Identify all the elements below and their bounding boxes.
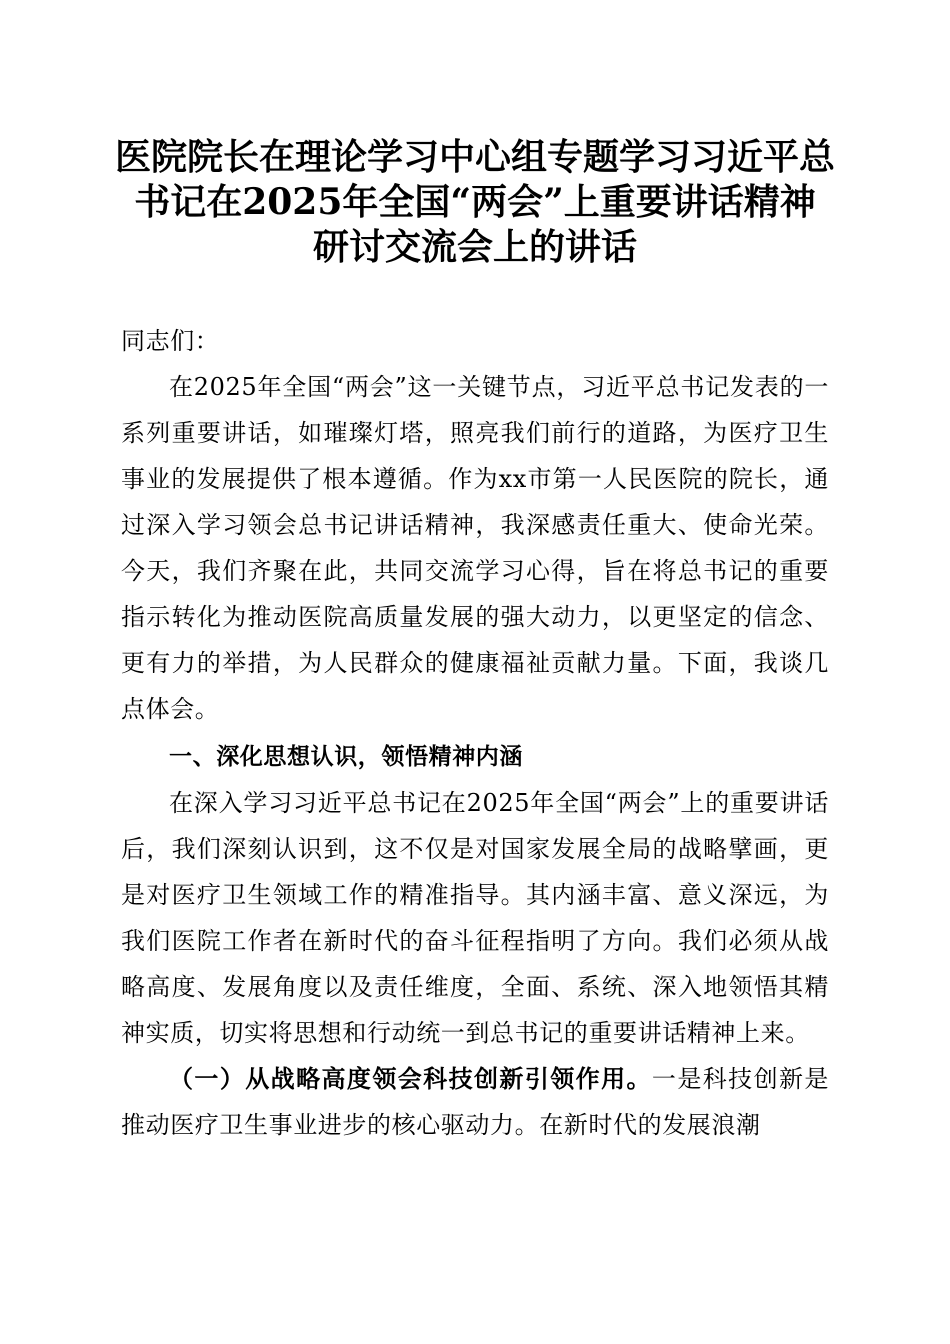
title-line-3: 研讨交流会上的讲话 <box>312 226 637 268</box>
paragraph-intro: 在2025年全国“两会”这一关键节点，习近平总书记发表的一系列重要讲话，如璀璨灯塔，照亮我们前行的道路，为医疗卫生事业的发展提供了根本遵循。作为xx市第一人民医院的院长，通过深入学习领会总书记讲话精神，我深感责任重大、使命光荣。今天，我们齐聚在此，共同交流学习心得，旨在将总书记的重要指示转化为推动医院高质量发展的强大动力，以更坚定的信念、更有力的举措，为人民群众的健康福祉贡献力量。下面，我谈几点体会。 <box>121 373 829 723</box>
title-line-1: 医院院长在理论学习中心组专题学习习近平总 <box>114 136 835 178</box>
paragraph-subsection-1 <box>121 1056 829 1148</box>
salutation: 同志们： <box>121 327 220 355</box>
document-body <box>121 318 829 1148</box>
document-title <box>110 135 840 270</box>
section-heading-1: 一、深化思想认识，领悟精神内涵 <box>169 744 523 770</box>
title-line-2: 书记在2025年全国“两会”上重要讲话精神 <box>134 181 816 223</box>
subsection-text-1: 一是科技创新是推动医疗卫生事业进步的核心驱动力。在新时代的发展浪潮 <box>121 1065 829 1139</box>
subsection-heading-1: （一）从战略高度领会科技创新引领作用。 <box>169 1064 652 1093</box>
paragraph-section-1: 在深入学习习近平总书记在2025年全国“两会”上的重要讲话后，我们深刻认识到，这不仅是对国家发展全局的战略擘画，更是对医疗卫生领域工作的精准指导。其内涵丰富、意义深远，为我们医院工作者在新时代的奋斗征程指明了方向。我们必须从战略高度、发展角度以及责任维度，全面、系统、深入地领悟其精神实质，切实将思想和行动统一到总书记的重要讲话精神上来。 <box>121 789 829 1047</box>
